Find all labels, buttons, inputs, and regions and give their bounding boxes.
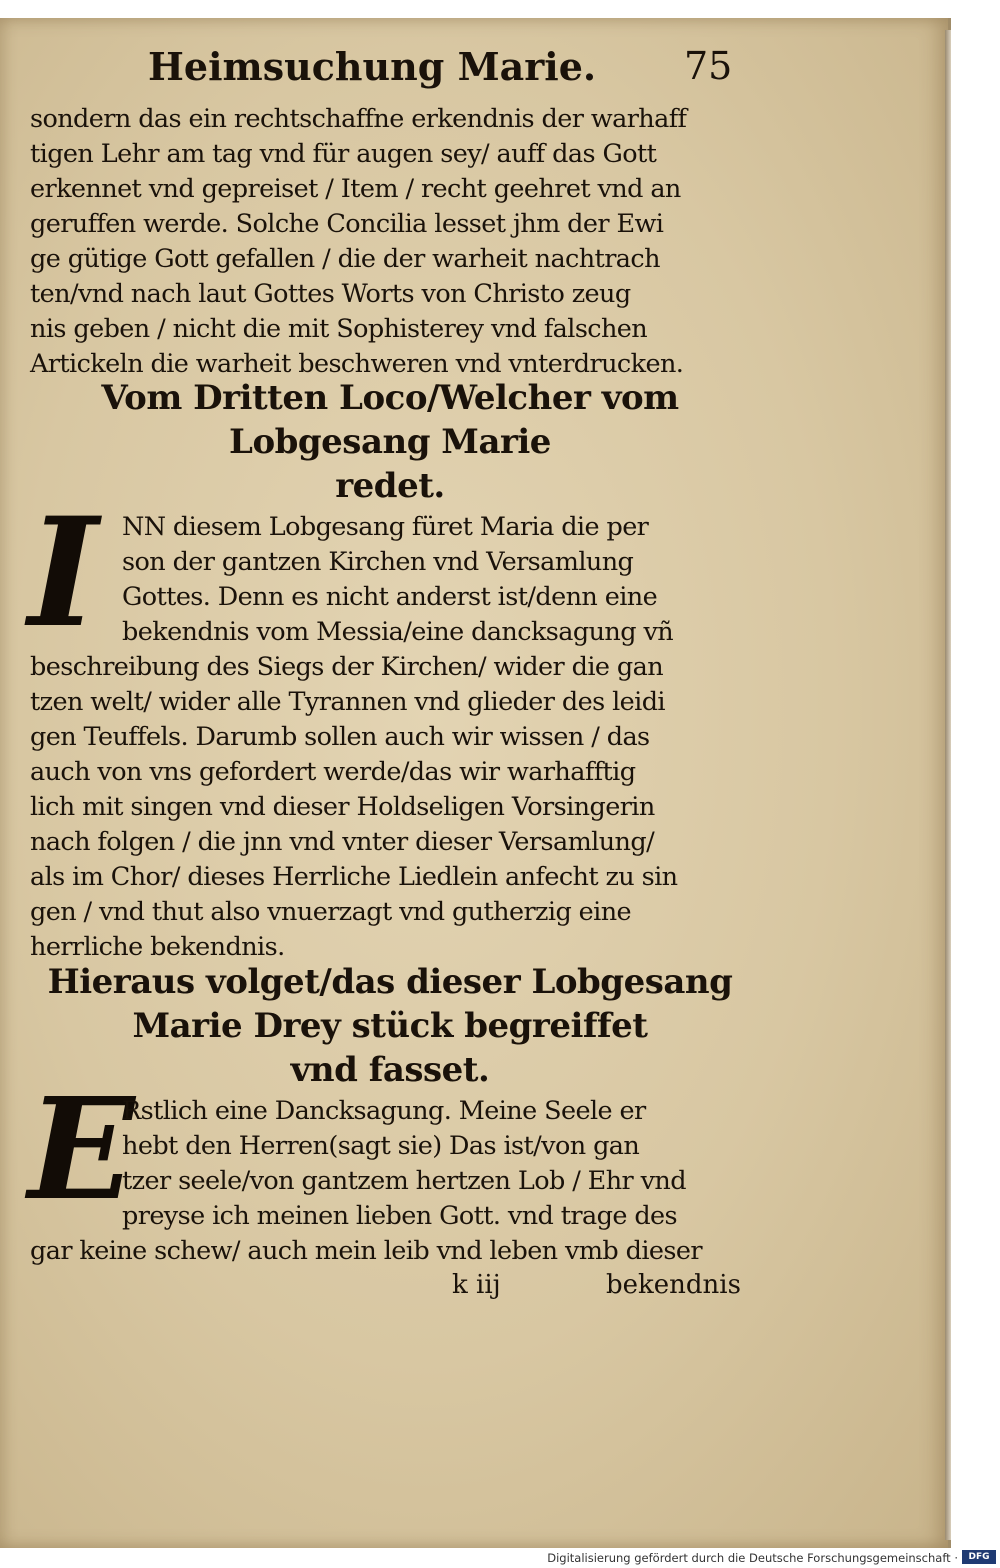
text-line: erkennet vnd gepreiset / Item / recht geehret vnd an <box>30 174 681 204</box>
text-line: bekendnis vom Messia/eine dancksagung vñ <box>122 617 674 647</box>
text-line: ge gütige Gott gefallen / die der warheit nachtrach <box>30 244 660 274</box>
text-line: sondern das ein rechtschaffne erkendnis der warhaff <box>30 104 687 134</box>
text-line: auch von vns gefordert werde/das wir warhafftig <box>30 757 636 787</box>
text-line: als im Chor/ dieses Herrliche Liedlein anfecht zu sin <box>30 862 678 892</box>
catchword: bekendnis <box>606 1270 741 1300</box>
heading-line: vnd fasset. <box>290 1050 490 1090</box>
text-line: Artickeln die warheit beschweren vnd vnterdrucken. <box>30 349 684 379</box>
heading-line: Lobgesang Marie <box>229 422 551 462</box>
running-title: Heimsuchung Marie. <box>148 44 597 89</box>
heading-line: Vom Dritten Loco/Welcher vom <box>101 378 679 418</box>
text-line: nach folgen / die jnn vnd vnter dieser Versamlung/ <box>30 827 655 857</box>
text-line: NN diesem Lobgesang füret Maria die per <box>122 512 649 542</box>
heading-line: Marie Drey stück begreiffet <box>132 1006 648 1046</box>
text-line: gen Teuffels. Darumb sollen auch wir wissen / das <box>30 722 650 752</box>
text-line: son der gantzen Kirchen vnd Versamlung <box>122 547 634 577</box>
text-line: tzen welt/ wider alle Tyrannen vnd glieder des leidi <box>30 687 665 717</box>
text-line: tzer seele/von gantzem hertzen Lob / Ehr vnd <box>122 1166 686 1196</box>
heading-line: Hieraus volget/das dieser Lobgesang <box>47 962 733 1002</box>
footer-bar <box>0 1548 1000 1568</box>
dfg-logo: DFG <box>962 1550 996 1564</box>
page-edge <box>945 30 951 1540</box>
text-line: herrliche bekendnis. <box>30 932 285 962</box>
text-line: Gottes. Denn es nicht anderst ist/denn eine <box>122 582 658 612</box>
decorated-initial: E <box>28 1068 135 1232</box>
text-line: gar keine schew/ auch mein leib vnd leben vmb dieser <box>30 1236 702 1266</box>
text-line: lich mit singen vnd dieser Holdseligen Vorsingerin <box>30 792 655 822</box>
footer-credit: Digitalisierung gefördert durch die Deutsche Forschungsgemeinschaft · <box>547 1551 958 1565</box>
text-line: geruffen werde. Solche Concilia lesset jhm der Ewi <box>30 209 664 239</box>
text-line: tigen Lehr am tag vnd für augen sey/ auff das Gott <box>30 139 657 169</box>
page-number: 75 <box>684 44 733 88</box>
text-line: gen / vnd thut also vnuerzagt vnd gutherzig eine <box>30 897 632 927</box>
text-line: Rstlich eine Dancksagung. Meine Seele er <box>122 1096 646 1126</box>
text-line: preyse ich meinen lieben Gott. vnd trage des <box>122 1201 678 1231</box>
text-line: hebt den Herren(sagt sie) Das ist/von gan <box>122 1131 640 1161</box>
decorated-initial: I <box>28 485 99 661</box>
text-line: beschreibung des Siegs der Kirchen/ wider die gan <box>30 652 664 682</box>
heading-line: redet. <box>335 466 445 506</box>
signature-mark: k iij <box>452 1270 501 1300</box>
text-line: ten/vnd nach laut Gottes Worts von Christo zeug <box>30 279 631 309</box>
text-line: nis geben / nicht die mit Sophisterey vnd falschen <box>30 314 648 344</box>
